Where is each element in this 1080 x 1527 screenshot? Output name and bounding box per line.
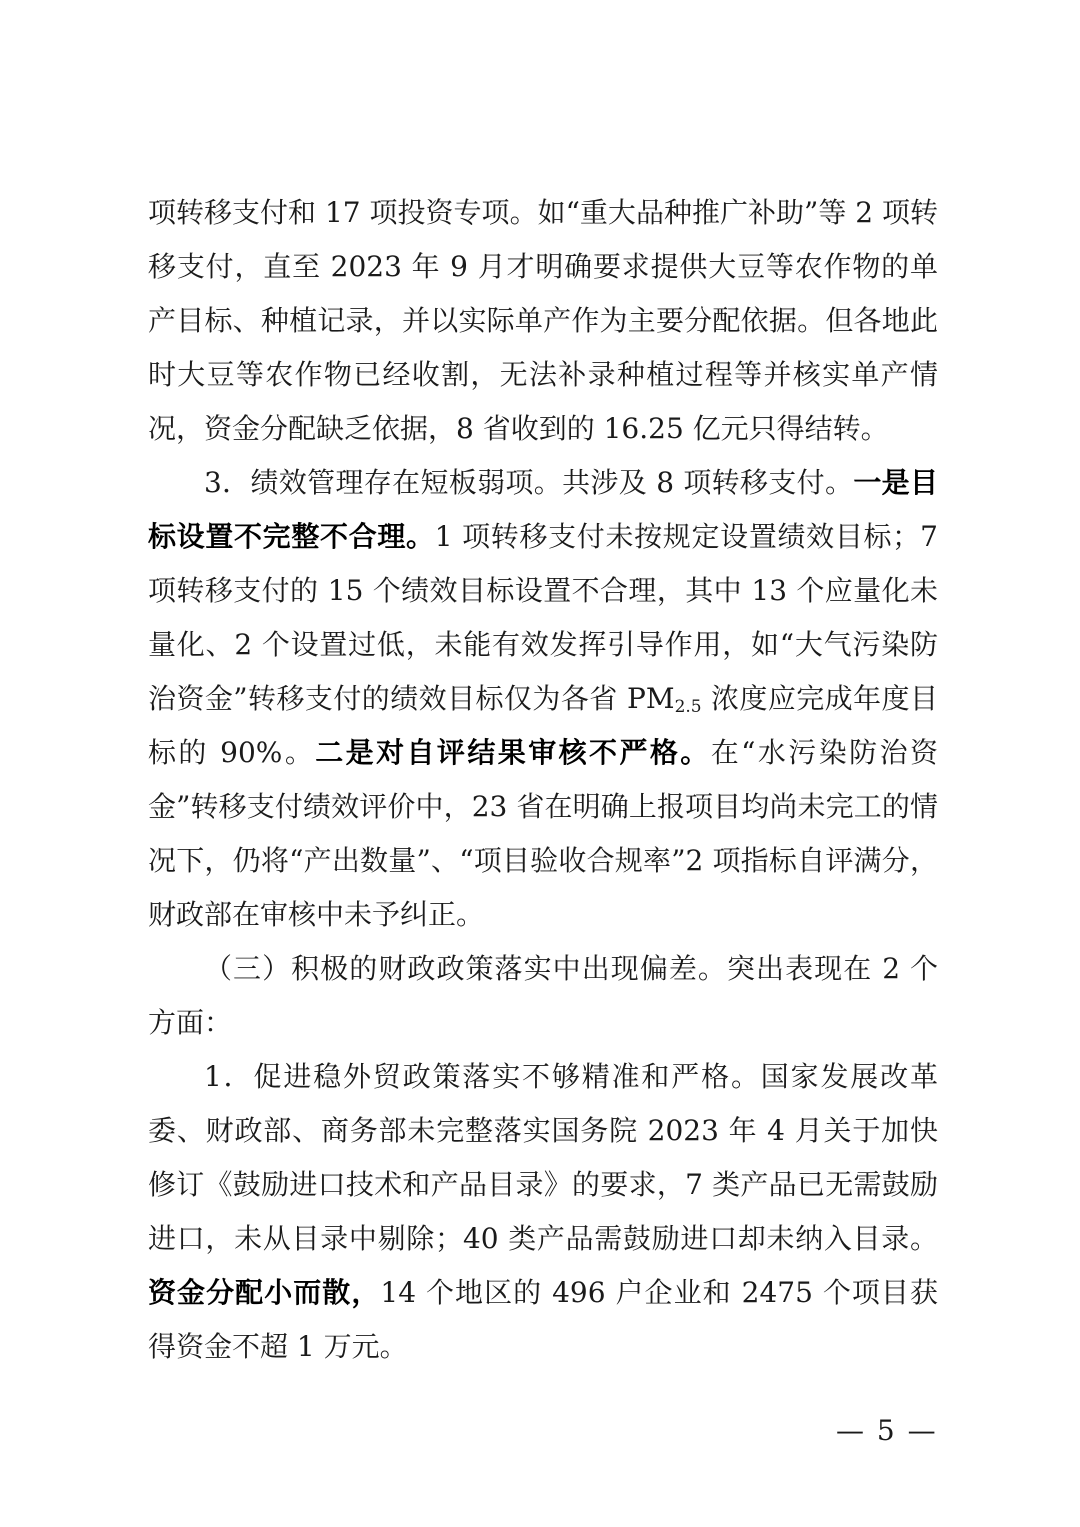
paragraph-text: 项转移支付和 17 项投资专项。如“重大品种推广补助”等 2 项转移支付，直至 2023 年 9 月才明确要求提供大豆等农作物的单产目标、种植记录，并以实际单产作为主要分配依据。但各地此时大豆等农作物已经收割，无法补录种植过程等并核实单产情况，资金分配缺乏依据，8 省收到的 16.25 亿元只得结转。 xyxy=(148,196,938,445)
paragraph-text: 浓度应完成年度目标的 90%。 xyxy=(148,682,938,769)
paragraph-text: 14 个地区的 496 户企业和 2475 个项目获得资金不超 1 万元。 xyxy=(148,1276,938,1363)
bold-heading-self-evaluation: 二是对自评结果审核不严格。 xyxy=(315,736,711,769)
paragraph-text: （三）积极的财政政策落实中出现偏差。突出表现在 2 个方面： xyxy=(148,952,938,1039)
paragraph-text: 1．促进稳外贸政策落实不够精准和严格。国家发展改革委、财政部、商务部未完整落实国务院 2023 年 4 月关于加快修订《鼓励进口技术和产品目录》的要求，7 类产品已无需鼓励进口，未从目录中剔除；40 类产品需鼓励进口却未纳入目录。 xyxy=(148,1060,938,1255)
paragraph-performance-management xyxy=(148,456,938,942)
bold-heading-fund-allocation: 资金分配小而散， xyxy=(148,1276,381,1309)
body-text xyxy=(148,186,938,1374)
paragraph-text: 3．绩效管理存在短板弱项。共涉及 8 项转移支付。 xyxy=(204,466,854,499)
paragraph-text: 在“水污染防治资金”转移支付绩效评价中，23 省在明确上报项目均尚未完工的情况下，仍将“产出数量”、“项目验收合规率”2 项指标自评满分，财政部在审核中未予纠正。 xyxy=(148,736,938,931)
paragraph-foreign-trade xyxy=(148,1050,938,1374)
bold-heading-target-setting: 一是目标设置不完整不合理。 xyxy=(148,466,938,553)
paragraph-continuation xyxy=(148,186,938,456)
paragraph-text: 1 项转移支付未按规定设置绩效目标；7 项转移支付的 15 个绩效目标设置不合理，其中 13 个应量化未量化、2 个设置过低，未能有效发挥引导作用，如“大气污染防治资金”转移支付的绩效目标仅为各省 PM xyxy=(148,520,938,715)
section-heading-fiscal-policy xyxy=(148,942,938,1050)
subscript-pm25: 2.5 xyxy=(674,697,702,717)
page-number: — 5 — xyxy=(836,1414,938,1447)
